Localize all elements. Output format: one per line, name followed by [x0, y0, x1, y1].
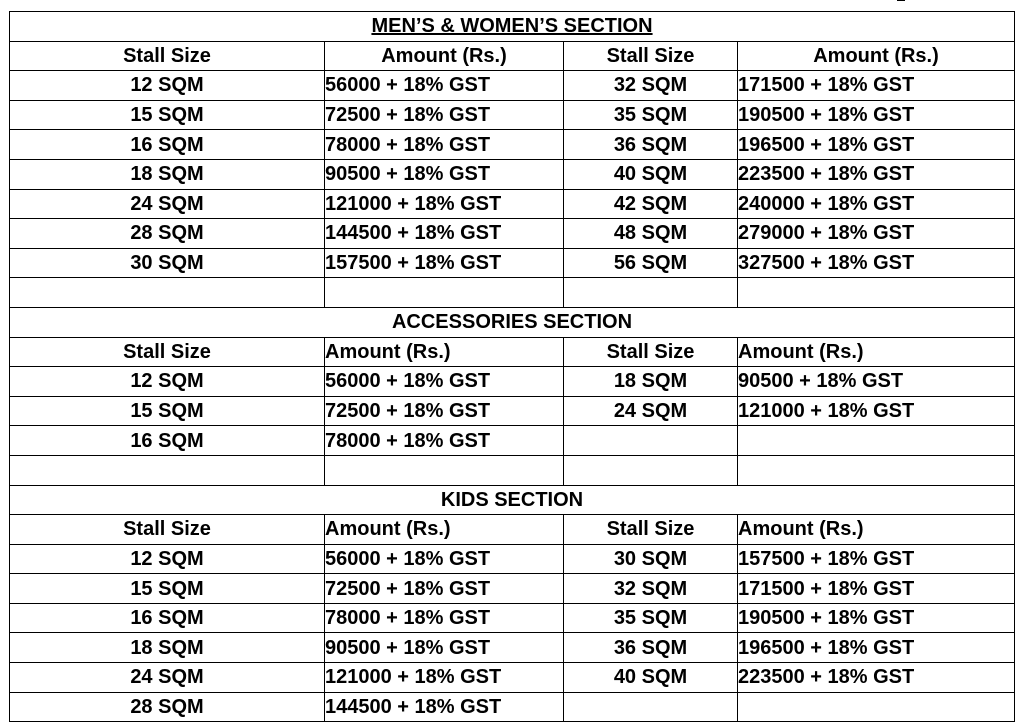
- blank-row: [10, 278, 1015, 308]
- amount-cell: 223500 + 18% GST: [738, 663, 1015, 693]
- corner-dash-mark: [897, 0, 905, 1]
- section-title-row: [10, 307, 1015, 337]
- stall-size-cell: 28 SQM: [10, 219, 325, 249]
- stall-size-cell: [564, 426, 738, 456]
- stall-size-cell: 24 SQM: [564, 396, 738, 426]
- amount-cell: 78000 + 18% GST: [325, 426, 564, 456]
- table-row: [10, 219, 1015, 249]
- stall-size-cell: 24 SQM: [10, 189, 325, 219]
- stall-size-cell: 42 SQM: [564, 189, 738, 219]
- blank-cell: [325, 455, 564, 485]
- accessories-section-title: ACCESSORIES SECTION: [10, 307, 1015, 337]
- header-amount: Amount (Rs.): [738, 515, 1015, 545]
- kids-section-title: KIDS SECTION: [10, 485, 1015, 515]
- stall-size-cell: 28 SQM: [10, 692, 325, 722]
- stall-size-cell: 35 SQM: [564, 100, 738, 130]
- stall-size-cell: 40 SQM: [564, 159, 738, 189]
- blank-cell: [564, 455, 738, 485]
- stall-size-cell: 40 SQM: [564, 663, 738, 693]
- header-stall-size: Stall Size: [564, 337, 738, 367]
- amount-cell: 72500 + 18% GST: [325, 574, 564, 604]
- stall-size-cell: 48 SQM: [564, 219, 738, 249]
- amount-cell: 121000 + 18% GST: [738, 396, 1015, 426]
- stall-size-cell: 32 SQM: [564, 574, 738, 604]
- table-row: [10, 367, 1015, 397]
- stall-size-cell: 18 SQM: [564, 367, 738, 397]
- amount-cell: 157500 + 18% GST: [738, 544, 1015, 574]
- amount-cell: 56000 + 18% GST: [325, 367, 564, 397]
- stall-size-cell: 30 SQM: [564, 544, 738, 574]
- table-row: [10, 544, 1015, 574]
- table-row: [10, 71, 1015, 101]
- amount-cell: 72500 + 18% GST: [325, 100, 564, 130]
- header-amount: Amount (Rs.): [325, 515, 564, 545]
- table-row: [10, 130, 1015, 160]
- amount-cell: 157500 + 18% GST: [325, 248, 564, 278]
- amount-cell: [738, 426, 1015, 456]
- table-row: [10, 189, 1015, 219]
- header-amount: Amount (Rs.): [738, 41, 1015, 71]
- amount-cell: 171500 + 18% GST: [738, 71, 1015, 101]
- amount-cell: 121000 + 18% GST: [325, 189, 564, 219]
- amount-cell: 240000 + 18% GST: [738, 189, 1015, 219]
- mens-womens-section-title: MEN’S & WOMEN’S SECTION: [10, 12, 1015, 42]
- table-row: [10, 396, 1015, 426]
- stall-size-cell: 30 SQM: [10, 248, 325, 278]
- table-row: [10, 248, 1015, 278]
- stall-size-cell: 15 SQM: [10, 100, 325, 130]
- amount-cell: 144500 + 18% GST: [325, 219, 564, 249]
- blank-cell: [325, 278, 564, 308]
- stall-size-cell: 36 SQM: [564, 633, 738, 663]
- stall-size-cell: 12 SQM: [10, 71, 325, 101]
- table-row: [10, 692, 1015, 722]
- table-row: [10, 159, 1015, 189]
- stall-size-cell: 12 SQM: [10, 367, 325, 397]
- stall-size-cell: 24 SQM: [10, 663, 325, 693]
- stall-size-cell: 15 SQM: [10, 574, 325, 604]
- amount-cell: 279000 + 18% GST: [738, 219, 1015, 249]
- amount-cell: 327500 + 18% GST: [738, 248, 1015, 278]
- table-row: [10, 426, 1015, 456]
- amount-cell: 190500 + 18% GST: [738, 603, 1015, 633]
- stall-size-cell: 12 SQM: [10, 544, 325, 574]
- amount-cell: 56000 + 18% GST: [325, 544, 564, 574]
- stall-size-cell: 16 SQM: [10, 603, 325, 633]
- blank-cell: [738, 278, 1015, 308]
- header-row: [10, 515, 1015, 545]
- stall-size-cell: 56 SQM: [564, 248, 738, 278]
- stall-size-cell: 15 SQM: [10, 396, 325, 426]
- header-stall-size: Stall Size: [10, 41, 325, 71]
- amount-cell: 121000 + 18% GST: [325, 663, 564, 693]
- stall-size-cell: 16 SQM: [10, 426, 325, 456]
- table-row: [10, 633, 1015, 663]
- stall-size-cell: 18 SQM: [10, 159, 325, 189]
- header-row: [10, 337, 1015, 367]
- amount-cell: 90500 + 18% GST: [325, 633, 564, 663]
- header-stall-size: Stall Size: [10, 515, 325, 545]
- header-amount: Amount (Rs.): [325, 41, 564, 71]
- amount-cell: 223500 + 18% GST: [738, 159, 1015, 189]
- header-amount: Amount (Rs.): [325, 337, 564, 367]
- amount-cell: 90500 + 18% GST: [738, 367, 1015, 397]
- amount-cell: 144500 + 18% GST: [325, 692, 564, 722]
- amount-cell: 90500 + 18% GST: [325, 159, 564, 189]
- amount-cell: [738, 692, 1015, 722]
- stall-size-cell: 18 SQM: [10, 633, 325, 663]
- header-row: [10, 41, 1015, 71]
- section-title-row: [10, 485, 1015, 515]
- header-amount: Amount (Rs.): [738, 337, 1015, 367]
- stall-size-cell: 16 SQM: [10, 130, 325, 160]
- stall-price-table: [9, 11, 1015, 722]
- header-stall-size: Stall Size: [10, 337, 325, 367]
- table-row: [10, 100, 1015, 130]
- amount-cell: 171500 + 18% GST: [738, 574, 1015, 604]
- table-row: [10, 574, 1015, 604]
- table-row: [10, 603, 1015, 633]
- amount-cell: 78000 + 18% GST: [325, 603, 564, 633]
- amount-cell: 190500 + 18% GST: [738, 100, 1015, 130]
- header-stall-size: Stall Size: [564, 515, 738, 545]
- blank-cell: [564, 278, 738, 308]
- amount-cell: 72500 + 18% GST: [325, 396, 564, 426]
- amount-cell: 78000 + 18% GST: [325, 130, 564, 160]
- stall-size-cell: 36 SQM: [564, 130, 738, 160]
- header-stall-size: Stall Size: [564, 41, 738, 71]
- amount-cell: 196500 + 18% GST: [738, 130, 1015, 160]
- stall-size-cell: 35 SQM: [564, 603, 738, 633]
- table-row: [10, 663, 1015, 693]
- section-title-row: [10, 12, 1015, 42]
- blank-row: [10, 455, 1015, 485]
- stall-size-cell: [564, 692, 738, 722]
- blank-cell: [10, 455, 325, 485]
- blank-cell: [10, 278, 325, 308]
- amount-cell: 56000 + 18% GST: [325, 71, 564, 101]
- amount-cell: 196500 + 18% GST: [738, 633, 1015, 663]
- stall-size-cell: 32 SQM: [564, 71, 738, 101]
- blank-cell: [738, 455, 1015, 485]
